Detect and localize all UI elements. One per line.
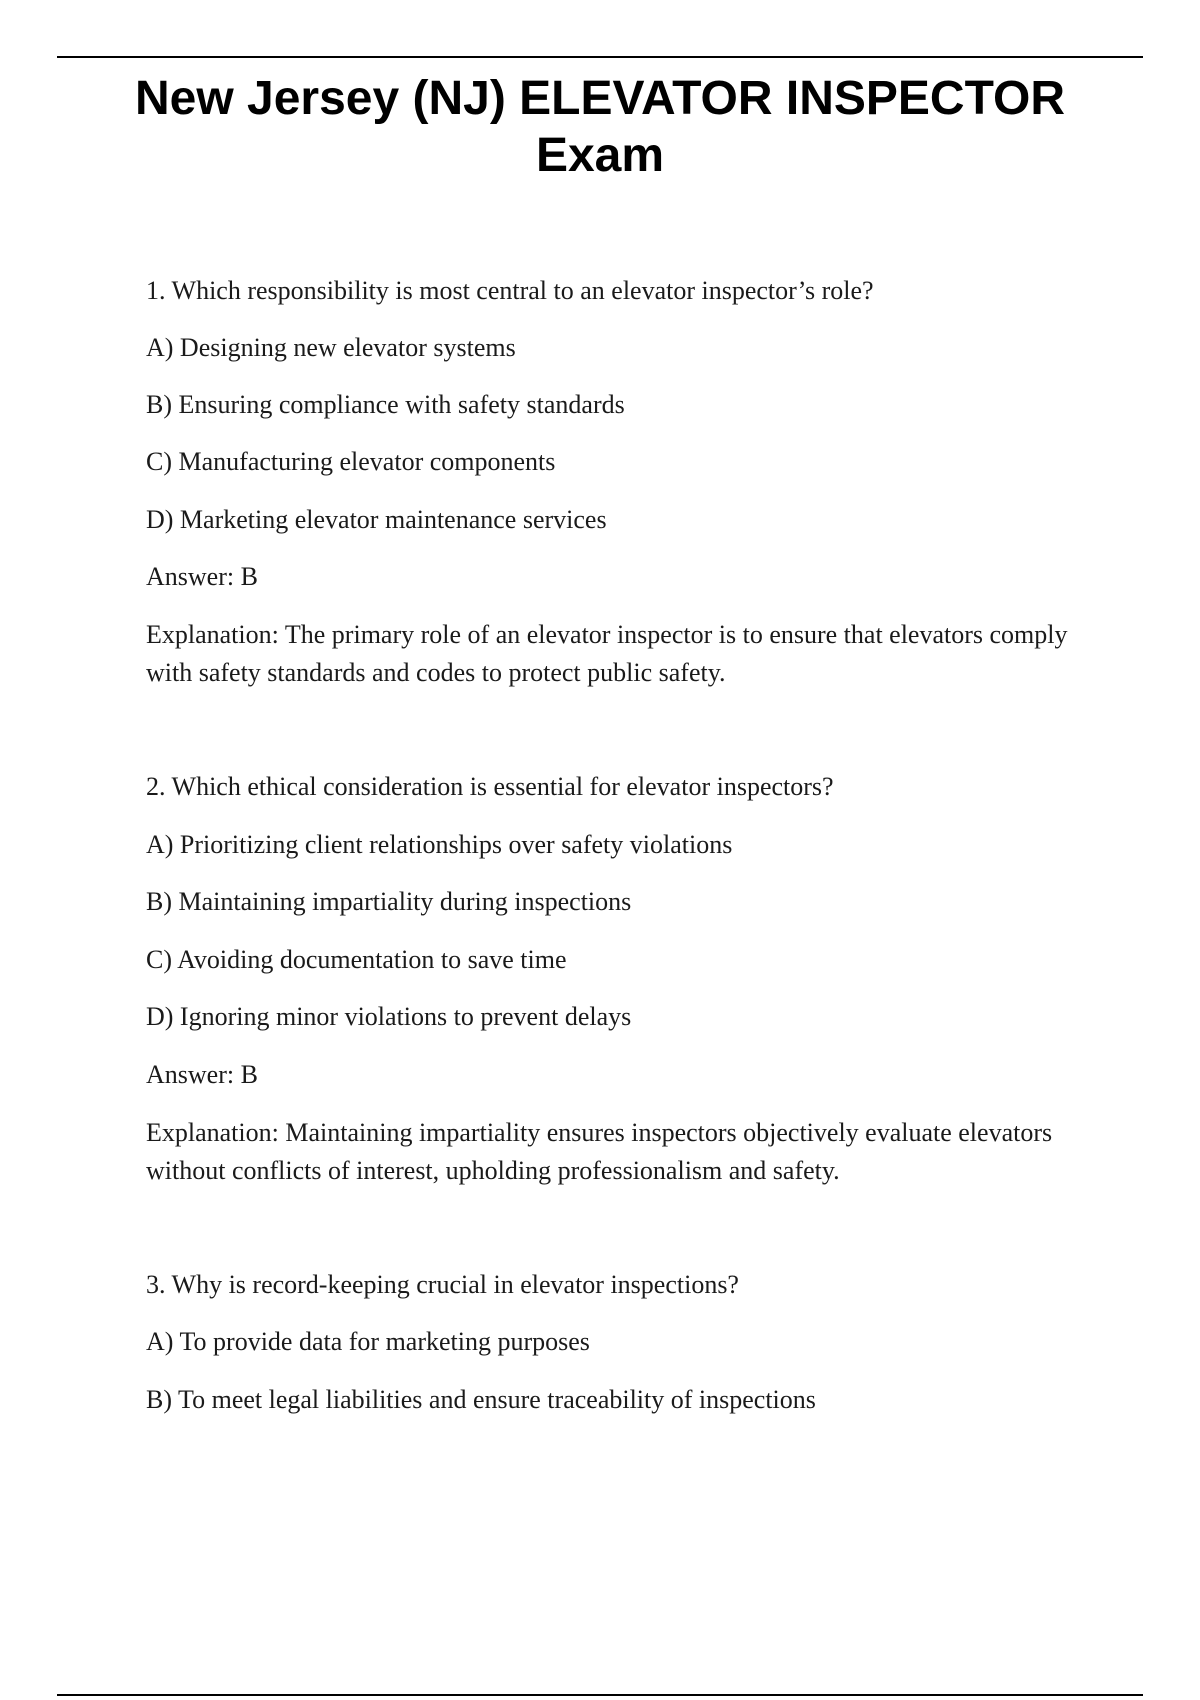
- question-3-text: 3. Why is record-keeping crucial in elevator inspections?: [146, 1270, 739, 1299]
- question-1-option-c: C) Manufacturing elevator components: [146, 447, 556, 476]
- question-1-option-b: B) Ensuring compliance with safety standards: [146, 390, 625, 419]
- question-3-option-a: A) To provide data for marketing purposes: [146, 1327, 590, 1356]
- title-line-2: Exam: [535, 129, 665, 182]
- bottom-rule: [57, 1694, 1143, 1696]
- question-1-option-a: A) Designing new elevator systems: [146, 333, 516, 362]
- question-2-option-d: D) Ignoring minor violations to prevent delays: [146, 1002, 632, 1031]
- question-1-text: 1. Which responsibility is most central to an elevator inspector’s role?: [146, 276, 874, 305]
- question-2-option-c: C) Avoiding documentation to save time: [146, 945, 567, 974]
- question-2-option-a: A) Prioritizing client relationships over safety violations: [146, 830, 733, 859]
- question-1-explanation: Explanation: The primary role of an elevator inspector is to ensure that elevators comply with safety standards and codes to protect public safety.: [146, 620, 1068, 687]
- question-2-option-b: B) Maintaining impartiality during inspections: [146, 887, 632, 916]
- title-line-1: New Jersey (NJ) ELEVATOR INSPECTOR: [134, 72, 1066, 125]
- question-1-answer: Answer: B: [146, 562, 258, 591]
- question-2-answer: Answer: B: [146, 1060, 258, 1089]
- page-title: [100, 70, 1100, 184]
- question-3-option-b: B) To meet legal liabilities and ensure traceability of inspections: [146, 1385, 816, 1414]
- question-1-option-d: D) Marketing elevator maintenance services: [146, 505, 607, 534]
- top-rule: [57, 56, 1143, 58]
- question-2-explanation: Explanation: Maintaining impartiality ensures inspectors objectively evaluate elevators without conflicts of interest, upholding professionalism and safety.: [146, 1118, 1053, 1185]
- question-2-text: 2. Which ethical consideration is essential for elevator inspectors?: [146, 772, 834, 801]
